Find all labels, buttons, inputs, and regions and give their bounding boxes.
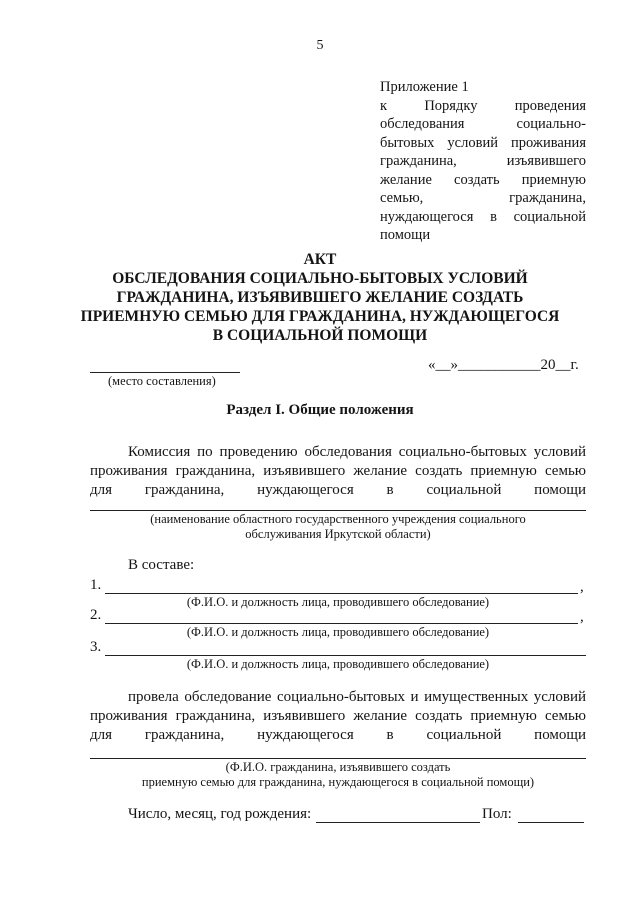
member-caption: (Ф.И.О. и должность лица, проводившего обследование) <box>186 625 490 639</box>
place-caption: (место составления) <box>108 374 216 388</box>
appendix-line: семью, гражданина, <box>380 190 586 206</box>
member-field-line[interactable] <box>105 623 578 624</box>
paragraph-line: проживания гражданина, изъявившего желание создать приемную семью <box>90 708 586 724</box>
caption-line: (Ф.И.О. гражданина, изъявившего создать <box>225 760 451 774</box>
member-trail: , <box>580 579 584 595</box>
citizen-caption <box>90 760 586 790</box>
appendix-title: Приложение 1 <box>380 79 469 95</box>
place-field-line[interactable] <box>90 372 240 373</box>
birth-date-field[interactable] <box>316 822 480 823</box>
act-title-line: ГРАЖДАНИНА, ИЗЪЯВИВШЕГО ЖЕЛАНИЕ СОЗДАТЬ <box>116 289 524 306</box>
sex-label: Пол: <box>482 806 512 822</box>
act-title-line: АКТ <box>303 251 337 268</box>
paragraph-line: для гражданина, нуждающегося в социальной помощи <box>90 727 586 743</box>
date-field[interactable]: «__»___________20__г. <box>428 357 579 373</box>
act-title <box>40 250 600 345</box>
caption-line: обслуживания Иркутской области) <box>245 527 431 541</box>
caption-line: (наименование областного государственного учреждения социального <box>150 512 526 526</box>
appendix-line: к Порядку проведения <box>380 97 586 114</box>
paragraph-commission <box>90 443 586 500</box>
appendix-line: помощи <box>380 227 431 243</box>
citizen-field-line[interactable] <box>90 758 586 759</box>
institution-field-line[interactable] <box>90 510 586 511</box>
caption-line: приемную семью для гражданина, нуждающегося в социальной помощи) <box>141 775 535 789</box>
act-title-line: В СОЦИАЛЬНОЙ ПОМОЩИ <box>212 327 428 344</box>
paragraph-line: проживания гражданина, изъявившего желание создать приемную семью <box>90 463 586 479</box>
institution-caption <box>90 512 586 542</box>
appendix-line: обследования социально- <box>380 116 586 132</box>
act-title-line: ОБСЛЕДОВАНИЯ СОЦИАЛЬНО-БЫТОВЫХ УСЛОВИЙ <box>112 270 528 287</box>
composition-label: В составе: <box>128 557 195 573</box>
member-caption: (Ф.И.О. и должность лица, проводившего обследование) <box>186 657 490 671</box>
birth-date-label: Число, месяц, год рождения: <box>128 806 312 822</box>
member-field-line[interactable] <box>105 593 578 594</box>
sex-field[interactable] <box>518 822 584 823</box>
section-heading: Раздел I. Общие положения <box>226 402 414 418</box>
paragraph-line: для гражданина, нуждающегося в социальной помощи <box>90 482 586 498</box>
page-number: 5 <box>316 38 324 53</box>
member-trail: , <box>580 609 584 625</box>
appendix-line: бытовых условий проживания <box>380 134 586 151</box>
member-number: 3. <box>90 639 102 655</box>
member-caption: (Ф.И.О. и должность лица, проводившего обследование) <box>186 595 490 609</box>
appendix-line: желание создать приемную <box>380 171 586 188</box>
act-title-line: ПРИЕМНУЮ СЕМЬЮ ДЛЯ ГРАЖДАНИНА, НУЖДАЮЩЕГОСЯ <box>80 308 560 325</box>
member-field-line[interactable] <box>105 655 586 656</box>
member-number: 1. <box>90 577 102 593</box>
paragraph-line: Комиссия по проведению обследования социально-бытовых условий <box>128 444 586 460</box>
appendix-line: нуждающегося в социальной <box>380 208 586 225</box>
appendix-line: гражданина, изъявившего <box>380 153 586 169</box>
appendix-block <box>380 78 586 245</box>
member-number: 2. <box>90 607 102 623</box>
paragraph-inspection <box>90 688 586 745</box>
paragraph-line: провела обследование социально-бытовых и имущественных условий <box>128 689 586 705</box>
